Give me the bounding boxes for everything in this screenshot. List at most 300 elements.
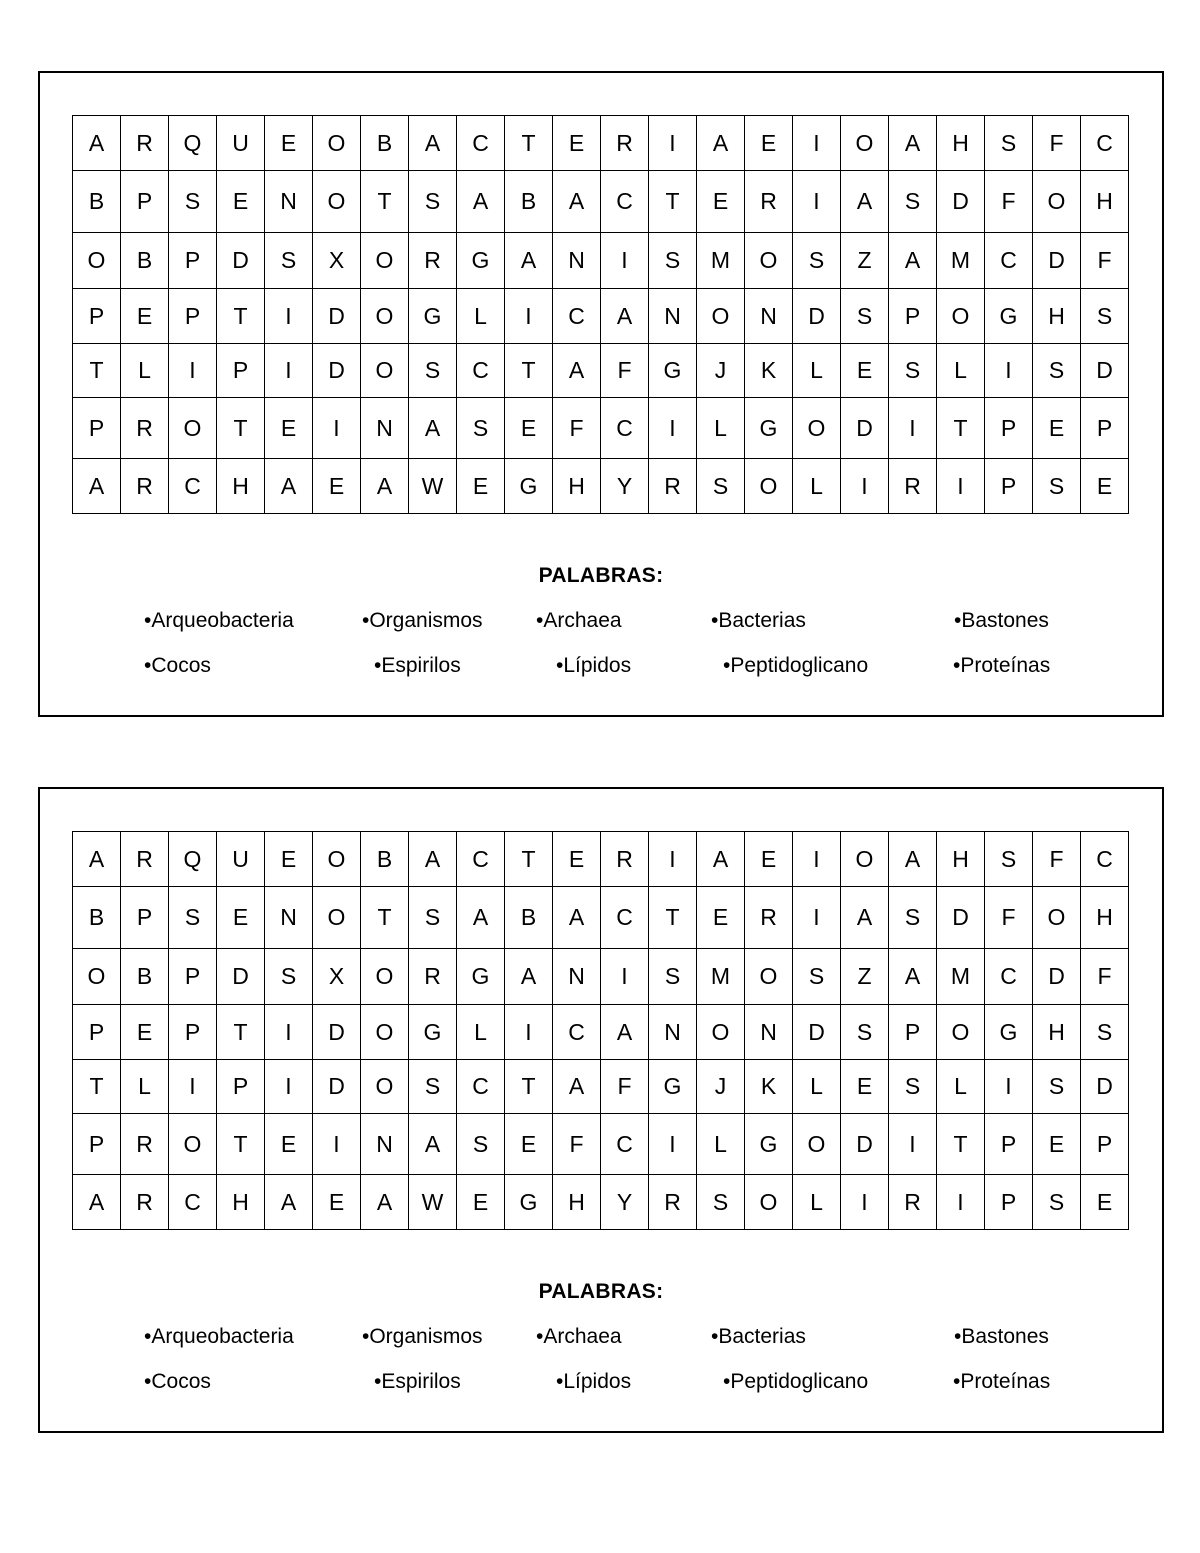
grid-cell: D <box>1033 233 1081 289</box>
grid-cell: A <box>889 949 937 1005</box>
grid-cell: L <box>121 344 169 398</box>
grid-cell: O <box>1033 171 1081 233</box>
grid-cell: D <box>313 289 361 344</box>
grid-cell: L <box>793 1175 841 1230</box>
grid-cell: W <box>409 1175 457 1230</box>
grid-cell: S <box>169 887 217 949</box>
grid-cell: A <box>841 171 889 233</box>
grid-cell: A <box>889 116 937 171</box>
grid-cell: F <box>553 398 601 459</box>
grid-cell: A <box>553 887 601 949</box>
grid-cell: S <box>169 171 217 233</box>
grid-cell: I <box>889 398 937 459</box>
grid-cell: R <box>121 832 169 887</box>
word-espirilos: •Espirilos <box>374 1370 461 1393</box>
grid-cell: P <box>889 289 937 344</box>
grid-cell: T <box>361 171 409 233</box>
grid-cell: C <box>553 1005 601 1060</box>
grid-cell: C <box>601 171 649 233</box>
grid-cell: D <box>937 171 985 233</box>
grid-cell: R <box>601 116 649 171</box>
grid-cell: L <box>793 1060 841 1114</box>
grid-cell: A <box>409 398 457 459</box>
grid-cell: O <box>169 398 217 459</box>
grid-cell: E <box>505 398 553 459</box>
word-organismos: •Organismos <box>362 1325 483 1348</box>
grid-cell: P <box>73 289 121 344</box>
grid-cell: Q <box>169 116 217 171</box>
word-peptidoglicano: •Peptidoglicano <box>723 1370 869 1393</box>
grid-cell: S <box>841 1005 889 1060</box>
grid-cell: G <box>745 398 793 459</box>
grid-cell: L <box>121 1060 169 1114</box>
word-peptidoglicano: •Peptidoglicano <box>723 654 869 677</box>
grid-row <box>73 1114 1129 1175</box>
grid-cell: S <box>1033 1175 1081 1230</box>
grid-cell: N <box>745 1005 793 1060</box>
grid-cell: T <box>505 116 553 171</box>
grid-cell: F <box>601 1060 649 1114</box>
grid-cell: C <box>457 832 505 887</box>
grid-row <box>73 1060 1129 1114</box>
grid-cell: I <box>505 1005 553 1060</box>
word-search-card-2 <box>38 787 1164 1433</box>
word-organismos: •Organismos <box>362 609 483 632</box>
letter-grid <box>72 115 1129 514</box>
grid-cell: O <box>313 116 361 171</box>
grid-cell: O <box>361 233 409 289</box>
grid-cell: E <box>313 1175 361 1230</box>
grid-cell: U <box>217 832 265 887</box>
grid-cell: R <box>409 949 457 1005</box>
word-bastones: •Bastones <box>954 609 1049 632</box>
grid-cell: L <box>457 289 505 344</box>
grid-cell: L <box>697 1114 745 1175</box>
word-bacterias: •Bacterias <box>711 609 806 632</box>
grid-cell: E <box>313 459 361 514</box>
grid-cell: C <box>601 398 649 459</box>
grid-cell: H <box>553 1175 601 1230</box>
grid-cell: S <box>1033 344 1081 398</box>
grid-cell: L <box>697 398 745 459</box>
grid-cell: S <box>409 887 457 949</box>
grid-cell: H <box>1033 289 1081 344</box>
grid-cell: S <box>985 116 1033 171</box>
grid-cell: S <box>649 949 697 1005</box>
grid-cell: S <box>457 398 505 459</box>
grid-cell: I <box>169 1060 217 1114</box>
grid-cell: D <box>217 949 265 1005</box>
grid-cell: E <box>553 116 601 171</box>
grid-cell: I <box>601 233 649 289</box>
grid-cell: Y <box>601 459 649 514</box>
letter-grid <box>72 831 1129 1230</box>
grid-cell: T <box>937 1114 985 1175</box>
grid-cell: J <box>697 1060 745 1114</box>
grid-cell: O <box>745 459 793 514</box>
grid-cell: R <box>121 116 169 171</box>
grid-cell: T <box>937 398 985 459</box>
grid-cell: A <box>505 233 553 289</box>
grid-cell: E <box>1033 1114 1081 1175</box>
grid-cell: H <box>1081 887 1129 949</box>
grid-cell: C <box>169 459 217 514</box>
grid-cell: N <box>745 289 793 344</box>
grid-cell: T <box>217 398 265 459</box>
grid-cell: N <box>649 289 697 344</box>
grid-cell: R <box>745 171 793 233</box>
grid-cell: O <box>841 832 889 887</box>
grid-cell: T <box>73 1060 121 1114</box>
grid-cell: G <box>457 233 505 289</box>
word-archaea: •Archaea <box>536 1325 622 1348</box>
grid-cell: O <box>841 116 889 171</box>
grid-cell: G <box>409 289 457 344</box>
word-cocos: •Cocos <box>144 1370 211 1393</box>
word-cocos: •Cocos <box>144 654 211 677</box>
grid-cell: A <box>553 171 601 233</box>
grid-cell: D <box>841 398 889 459</box>
grid-cell: H <box>217 459 265 514</box>
grid-cell: S <box>649 233 697 289</box>
grid-cell: E <box>841 344 889 398</box>
grid-cell: W <box>409 459 457 514</box>
grid-cell: N <box>361 1114 409 1175</box>
grid-cell: A <box>841 887 889 949</box>
grid-cell: R <box>649 459 697 514</box>
grid-row <box>73 887 1129 949</box>
grid-cell: A <box>265 1175 313 1230</box>
grid-cell: G <box>985 289 1033 344</box>
grid-cell: I <box>841 459 889 514</box>
grid-cell: T <box>505 832 553 887</box>
grid-cell: I <box>937 1175 985 1230</box>
grid-cell: I <box>937 459 985 514</box>
grid-cell: T <box>649 887 697 949</box>
grid-cell: C <box>169 1175 217 1230</box>
grid-cell: P <box>985 398 1033 459</box>
grid-cell: E <box>553 832 601 887</box>
grid-cell: S <box>889 1060 937 1114</box>
grid-cell: S <box>889 887 937 949</box>
grid-cell: C <box>601 1114 649 1175</box>
grid-cell: P <box>217 344 265 398</box>
grid-cell: D <box>1033 949 1081 1005</box>
grid-cell: L <box>937 344 985 398</box>
grid-cell: O <box>313 171 361 233</box>
grid-cell: D <box>841 1114 889 1175</box>
grid-cell: T <box>217 1114 265 1175</box>
grid-cell: I <box>889 1114 937 1175</box>
words-heading: PALABRAS: <box>538 1280 664 1303</box>
grid-cell: P <box>1081 1114 1129 1175</box>
grid-cell: N <box>265 887 313 949</box>
grid-row <box>73 459 1129 514</box>
grid-cell: L <box>937 1060 985 1114</box>
grid-cell: G <box>649 344 697 398</box>
word-arqueobacteria: •Arqueobacteria <box>144 609 294 632</box>
grid-cell: O <box>361 344 409 398</box>
grid-cell: Q <box>169 832 217 887</box>
grid-cell: Y <box>601 1175 649 1230</box>
grid-row <box>73 233 1129 289</box>
grid-cell: T <box>361 887 409 949</box>
grid-cell: C <box>985 233 1033 289</box>
grid-cell: H <box>937 832 985 887</box>
word-archaea: •Archaea <box>536 609 622 632</box>
grid-cell: O <box>937 289 985 344</box>
grid-row <box>73 1005 1129 1060</box>
grid-cell: H <box>553 459 601 514</box>
grid-cell: B <box>73 171 121 233</box>
grid-cell: B <box>505 887 553 949</box>
grid-cell: P <box>73 1114 121 1175</box>
grid-cell: H <box>1033 1005 1081 1060</box>
grid-cell: I <box>313 398 361 459</box>
grid-cell: A <box>601 1005 649 1060</box>
words-heading: PALABRAS: <box>538 564 664 587</box>
grid-cell: X <box>313 949 361 1005</box>
word-bacterias: •Bacterias <box>711 1325 806 1348</box>
grid-cell: S <box>265 233 313 289</box>
grid-cell: H <box>1081 171 1129 233</box>
grid-cell: A <box>409 1114 457 1175</box>
grid-cell: I <box>985 1060 1033 1114</box>
grid-cell: K <box>745 1060 793 1114</box>
grid-cell: F <box>1081 949 1129 1005</box>
grid-cell: S <box>889 344 937 398</box>
grid-cell: C <box>1081 832 1129 887</box>
grid-cell: I <box>649 832 697 887</box>
grid-cell: D <box>793 1005 841 1060</box>
grid-cell: P <box>169 949 217 1005</box>
grid-cell: A <box>409 116 457 171</box>
grid-cell: U <box>217 116 265 171</box>
grid-cell: B <box>121 949 169 1005</box>
grid-cell: I <box>841 1175 889 1230</box>
grid-cell: R <box>121 1175 169 1230</box>
grid-cell: R <box>409 233 457 289</box>
grid-cell: R <box>889 1175 937 1230</box>
grid-row <box>73 344 1129 398</box>
grid-cell: E <box>1081 1175 1129 1230</box>
grid-cell: P <box>121 887 169 949</box>
grid-row <box>73 832 1129 887</box>
grid-cell: M <box>937 949 985 1005</box>
grid-cell: H <box>217 1175 265 1230</box>
grid-cell: F <box>1081 233 1129 289</box>
grid-cell: N <box>649 1005 697 1060</box>
grid-cell: P <box>169 1005 217 1060</box>
grid-cell: O <box>697 289 745 344</box>
grid-cell: O <box>697 1005 745 1060</box>
grid-cell: O <box>361 949 409 1005</box>
grid-cell: S <box>1081 289 1129 344</box>
grid-cell: B <box>361 116 409 171</box>
grid-cell: E <box>265 398 313 459</box>
grid-cell: G <box>505 1175 553 1230</box>
grid-cell: I <box>265 344 313 398</box>
grid-cell: E <box>265 1114 313 1175</box>
grid-cell: M <box>697 233 745 289</box>
grid-cell: E <box>265 832 313 887</box>
grid-cell: P <box>985 459 1033 514</box>
grid-cell: S <box>793 949 841 1005</box>
grid-cell: P <box>889 1005 937 1060</box>
grid-cell: G <box>505 459 553 514</box>
grid-cell: T <box>649 171 697 233</box>
grid-cell: I <box>985 344 1033 398</box>
grid-cell: G <box>745 1114 793 1175</box>
grid-cell: L <box>793 344 841 398</box>
grid-cell: I <box>313 1114 361 1175</box>
grid-cell: P <box>1081 398 1129 459</box>
grid-cell: C <box>457 344 505 398</box>
grid-cell: O <box>745 1175 793 1230</box>
grid-cell: J <box>697 344 745 398</box>
grid-cell: O <box>1033 887 1081 949</box>
grid-cell: E <box>457 1175 505 1230</box>
grid-cell: A <box>409 832 457 887</box>
grid-cell: O <box>793 1114 841 1175</box>
grid-cell: S <box>409 171 457 233</box>
grid-cell: B <box>121 233 169 289</box>
grid-cell: O <box>361 1005 409 1060</box>
grid-cell: A <box>73 1175 121 1230</box>
grid-cell: P <box>985 1175 1033 1230</box>
grid-cell: F <box>985 887 1033 949</box>
grid-cell: I <box>793 832 841 887</box>
grid-row <box>73 398 1129 459</box>
grid-cell: R <box>121 398 169 459</box>
grid-cell: I <box>265 289 313 344</box>
grid-cell: R <box>601 832 649 887</box>
grid-cell: S <box>409 344 457 398</box>
grid-cell: F <box>1033 116 1081 171</box>
word-arqueobacteria: •Arqueobacteria <box>144 1325 294 1348</box>
grid-cell: S <box>697 1175 745 1230</box>
grid-cell: A <box>889 832 937 887</box>
grid-cell: S <box>697 459 745 514</box>
grid-cell: D <box>937 887 985 949</box>
grid-cell: E <box>121 1005 169 1060</box>
grid-cell: L <box>793 459 841 514</box>
grid-cell: C <box>601 887 649 949</box>
grid-cell: A <box>73 459 121 514</box>
grid-cell: N <box>553 233 601 289</box>
grid-cell: I <box>505 289 553 344</box>
grid-cell: N <box>265 171 313 233</box>
grid-cell: D <box>793 289 841 344</box>
grid-cell: F <box>553 1114 601 1175</box>
word-proteinas: •Proteínas <box>953 654 1051 677</box>
grid-cell: P <box>169 233 217 289</box>
grid-cell: M <box>697 949 745 1005</box>
grid-cell: S <box>1033 1060 1081 1114</box>
grid-cell: E <box>745 832 793 887</box>
grid-cell: R <box>745 887 793 949</box>
grid-cell: E <box>505 1114 553 1175</box>
grid-cell: G <box>649 1060 697 1114</box>
grid-cell: A <box>697 116 745 171</box>
grid-cell: C <box>553 289 601 344</box>
grid-cell: A <box>361 459 409 514</box>
grid-cell: P <box>169 289 217 344</box>
grid-cell: O <box>313 832 361 887</box>
grid-cell: A <box>505 949 553 1005</box>
grid-cell: I <box>793 887 841 949</box>
grid-cell: O <box>73 949 121 1005</box>
grid-cell: S <box>841 289 889 344</box>
grid-cell: A <box>889 233 937 289</box>
word-bastones: •Bastones <box>954 1325 1049 1348</box>
grid-cell: S <box>265 949 313 1005</box>
grid-cell: O <box>361 289 409 344</box>
grid-cell: E <box>217 887 265 949</box>
grid-cell: C <box>985 949 1033 1005</box>
grid-cell: S <box>1033 459 1081 514</box>
grid-cell: O <box>745 949 793 1005</box>
grid-cell: A <box>697 832 745 887</box>
grid-cell: S <box>457 1114 505 1175</box>
grid-cell: C <box>457 116 505 171</box>
grid-cell: H <box>937 116 985 171</box>
grid-cell: R <box>889 459 937 514</box>
grid-cell: T <box>217 1005 265 1060</box>
grid-cell: T <box>217 289 265 344</box>
grid-row <box>73 289 1129 344</box>
grid-cell: A <box>553 344 601 398</box>
grid-cell: P <box>217 1060 265 1114</box>
grid-row <box>73 1175 1129 1230</box>
grid-cell: G <box>985 1005 1033 1060</box>
grid-cell: F <box>1033 832 1081 887</box>
grid-cell: N <box>553 949 601 1005</box>
grid-cell: F <box>601 344 649 398</box>
grid-cell: K <box>745 344 793 398</box>
grid-cell: O <box>169 1114 217 1175</box>
grid-cell: Z <box>841 233 889 289</box>
grid-cell: M <box>937 233 985 289</box>
word-proteinas: •Proteínas <box>953 1370 1051 1393</box>
grid-cell: E <box>121 289 169 344</box>
grid-cell: O <box>937 1005 985 1060</box>
grid-cell: A <box>73 832 121 887</box>
grid-cell: A <box>265 459 313 514</box>
grid-cell: X <box>313 233 361 289</box>
grid-cell: S <box>409 1060 457 1114</box>
grid-cell: A <box>601 289 649 344</box>
grid-cell: S <box>1081 1005 1129 1060</box>
grid-cell: R <box>121 1114 169 1175</box>
grid-row <box>73 116 1129 171</box>
grid-cell: E <box>697 887 745 949</box>
grid-cell: C <box>1081 116 1129 171</box>
grid-cell: A <box>457 171 505 233</box>
grid-cell: O <box>361 1060 409 1114</box>
grid-cell: B <box>505 171 553 233</box>
grid-cell: E <box>841 1060 889 1114</box>
grid-cell: I <box>793 171 841 233</box>
word-lipidos: •Lípidos <box>556 654 632 677</box>
grid-cell: E <box>217 171 265 233</box>
grid-cell: E <box>745 116 793 171</box>
grid-cell: D <box>1081 344 1129 398</box>
grid-cell: E <box>1033 398 1081 459</box>
grid-cell: R <box>121 459 169 514</box>
grid-cell: I <box>649 116 697 171</box>
grid-cell: A <box>361 1175 409 1230</box>
